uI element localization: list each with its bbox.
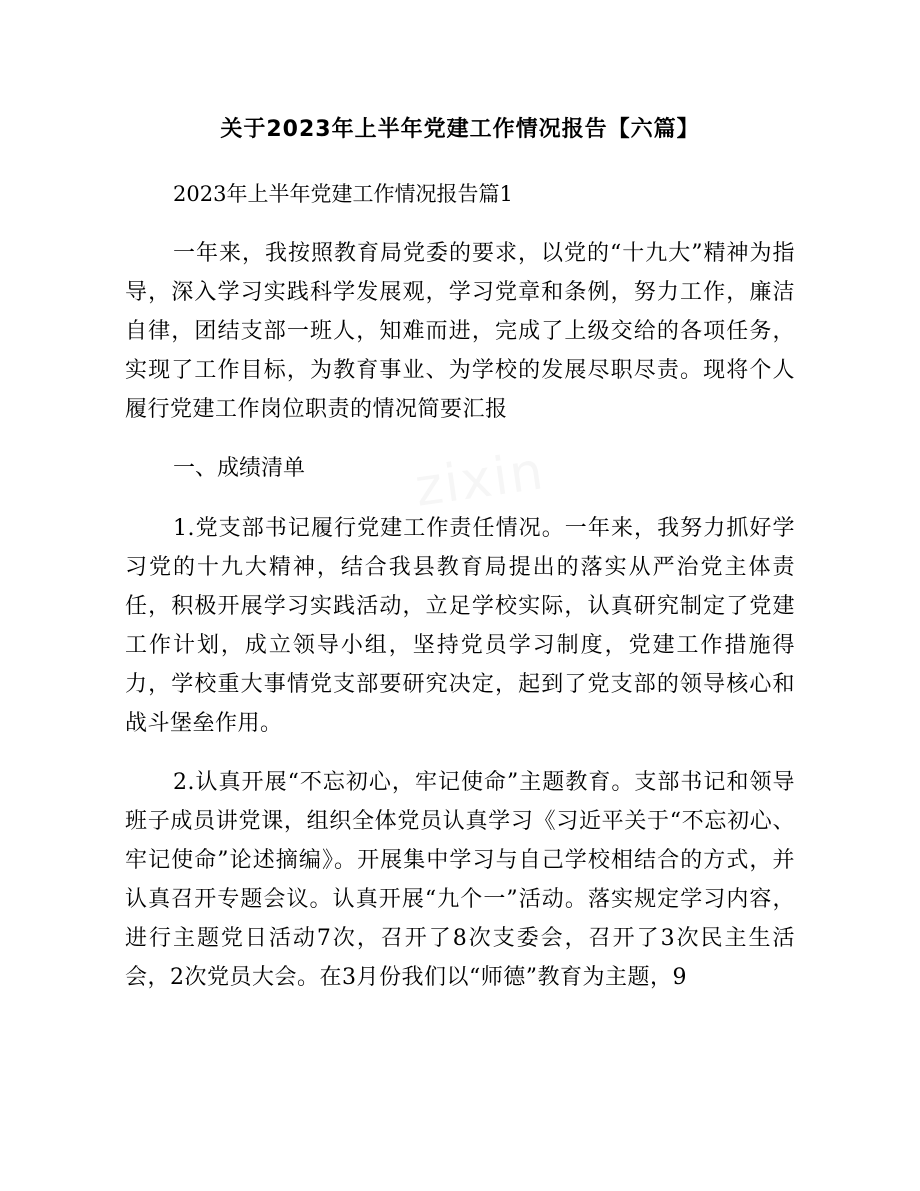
paragraph-intro: 一年来，我按照教育局党委的要求，以党的“十九大”精神为指导，深入学习实践科学发展观，学习党章和条例，努力工作，廉洁自律，团结支部一班人，知难而进，完成了上级交给的各项任务，实现了工作目标，为教育事业、为学校的发展尽职尽责。现将个人履行党建工作岗位职责的情况简要汇报 (125, 241, 795, 422)
section-subtitle: 2023年上半年党建工作情况报告篇1 (173, 182, 513, 206)
paragraph-item-2: 2.认真开展“不忘初心，牢记使命”主题教育。支部书记和领导班子成员讲党课，组织全体党员认真学习《习近平关于“不忘初心、牢记使命”论述摘编》。开展集中学习与自己学校相结合的方式，并认真召开专题会议。认真开展“九个一”活动。落实规定学习内容，进行主题党日活动7次，召开了8次支委会，召开了3次民主生活会，2次党员大会。在3月份我们以“师德”教育为主题，9 (125, 770, 795, 990)
section-heading-achievements: 一、成绩清单 (173, 456, 306, 481)
paragraph-item-1: 1.党支部书记履行党建工作责任情况。一年来，我努力抓好学习党的十九大精神，结合我县教育局提出的落实从严治党主体责任，积极开展学习实践活动，立足学校实际，认真研究制定了党建工作计划，成立领导小组，坚持党员学习制度，党建工作措施得力，学校重大事情党支部要研究决定，起到了党支部的领导核心和战斗堡垒作用。 (125, 516, 795, 736)
document-content (125, 112, 795, 997)
document-title: 关于2023年上半年党建工作情况报告【六篇】 (220, 117, 700, 142)
